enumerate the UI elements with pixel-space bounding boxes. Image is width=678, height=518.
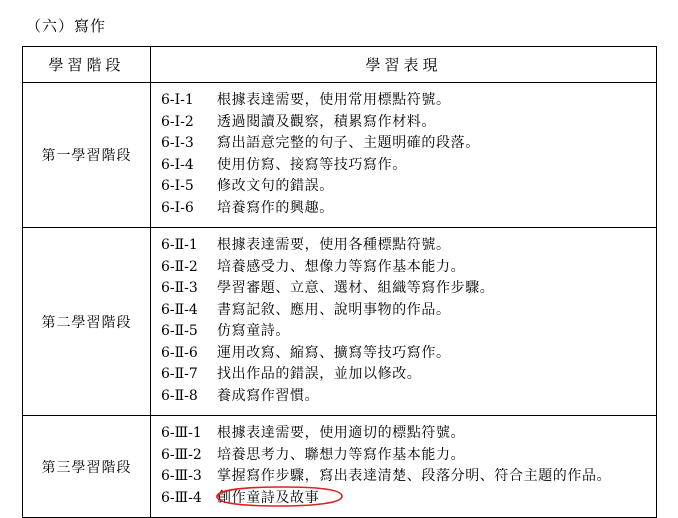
table-row	[23, 228, 657, 416]
item-description: 學習審題、立意、選材、組織等寫作步驟。	[217, 280, 495, 296]
item-code: 6-Ⅱ-2	[161, 258, 198, 275]
item-description: 透過閱讀及觀察，積累寫作材料。	[217, 113, 436, 130]
item-description: 運用改寫、縮寫、擴寫等技巧寫作。	[217, 344, 451, 361]
table-header-row	[23, 47, 657, 83]
performance-cell	[151, 83, 657, 228]
item-code: 6-Ⅱ-8	[161, 387, 198, 404]
list-item	[161, 90, 656, 112]
list-item	[161, 321, 656, 343]
item-code: 6-Ⅱ-4	[161, 301, 198, 318]
item-description: 根據表達需要，使用適切的標點符號。	[217, 425, 466, 441]
list-item	[161, 133, 656, 155]
item-code: 6-I-3	[161, 135, 194, 151]
item-description: 培養感受力、想像力等寫作基本能力。	[217, 258, 466, 275]
list-item	[161, 423, 656, 445]
list-item	[161, 300, 656, 322]
performance-list	[161, 235, 656, 407]
performance-cell	[151, 416, 657, 518]
section-heading: （六）寫作	[26, 17, 107, 35]
curriculum-table	[22, 46, 657, 518]
item-code: 6-Ⅲ-4	[161, 489, 202, 506]
item-code: 6-Ⅱ-1	[161, 237, 198, 253]
list-item	[161, 155, 656, 177]
item-code: 6-Ⅲ-3	[161, 468, 202, 484]
list-item	[161, 198, 656, 220]
table-row	[23, 416, 657, 518]
item-description: 使用仿寫、接寫等技巧寫作。	[217, 156, 407, 173]
item-code: 6-I-1	[161, 92, 194, 108]
item-description: 修改文句的錯誤。	[217, 178, 334, 194]
item-description: 仿寫童詩。	[217, 323, 290, 339]
item-description: 創作童詩及故事	[217, 489, 320, 506]
list-item	[161, 445, 656, 467]
item-code: 6-Ⅲ-2	[161, 446, 202, 463]
item-code: 6-Ⅲ-1	[161, 425, 202, 441]
stage-label: 第二學習階段	[23, 228, 151, 416]
performance-cell	[151, 228, 657, 416]
item-code: 6-Ⅱ-5	[161, 323, 198, 339]
list-item	[161, 466, 656, 488]
column-header-performance: 學習表現	[151, 47, 657, 83]
list-item	[161, 488, 656, 510]
item-code: 6-Ⅱ-3	[161, 280, 198, 296]
list-item	[161, 235, 656, 257]
item-description: 掌握寫作步驟，寫出表達清楚、段落分明、符合主題的作品。	[217, 468, 612, 484]
list-item	[161, 386, 656, 408]
column-header-stage: 學習階段	[23, 47, 151, 83]
list-item	[161, 176, 656, 198]
item-description: 書寫記敘、應用、說明事物的作品。	[217, 301, 451, 318]
annotated-item	[217, 488, 319, 510]
item-description: 培養寫作的興趣。	[217, 199, 334, 216]
performance-list	[161, 90, 656, 219]
stage-label: 第三學習階段	[23, 416, 151, 518]
item-code: 6-Ⅱ-6	[161, 344, 198, 361]
performance-list	[161, 423, 656, 509]
item-description: 寫出語意完整的句子、主題明確的段落。	[217, 135, 480, 151]
item-description: 養成寫作習慣。	[217, 387, 320, 404]
item-code: 6-I-5	[161, 178, 194, 194]
item-code: 6-I-4	[161, 156, 194, 173]
stage-label: 第一學習階段	[23, 83, 151, 228]
list-item	[161, 257, 656, 279]
list-item	[161, 278, 656, 300]
item-description: 根據表達需要，使用各種標點符號。	[217, 237, 451, 253]
item-description: 根據表達需要，使用常用標點符號。	[217, 92, 451, 108]
item-code: 6-I-2	[161, 113, 194, 130]
list-item	[161, 364, 656, 386]
list-item	[161, 343, 656, 365]
item-description: 培養思考力、聯想力等寫作基本能力。	[217, 446, 466, 463]
item-code: 6-I-6	[161, 199, 194, 216]
list-item	[161, 112, 656, 134]
item-description: 找出作品的錯誤，並加以修改。	[217, 366, 422, 382]
item-code: 6-Ⅱ-7	[161, 366, 198, 382]
table-row	[23, 83, 657, 228]
